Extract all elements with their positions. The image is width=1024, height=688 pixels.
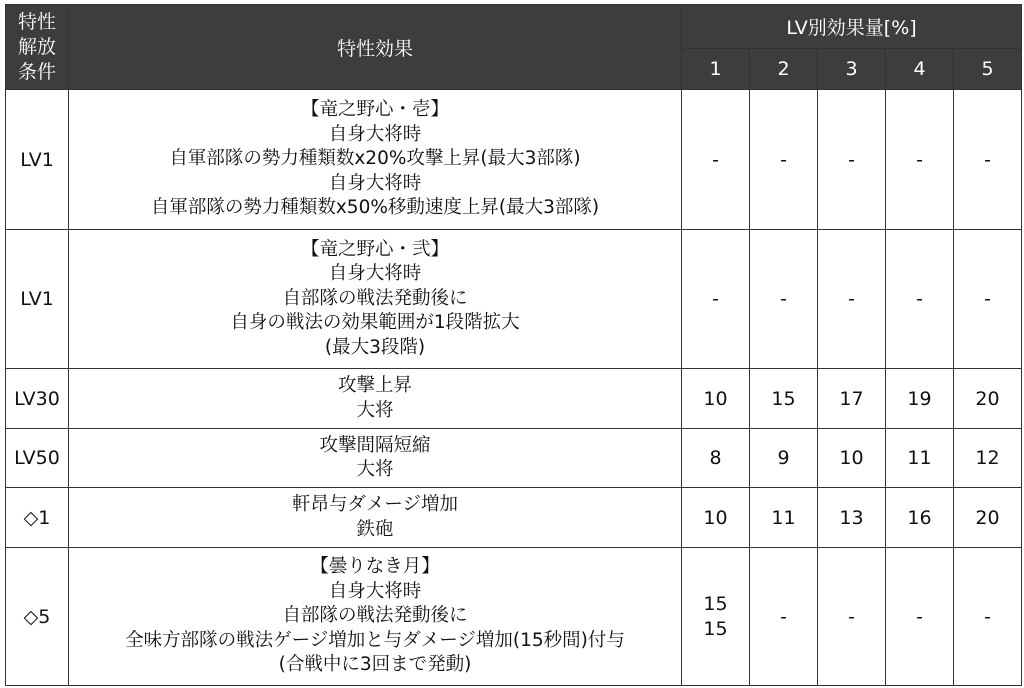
value-cell: - — [886, 548, 954, 686]
condition-cell: LV1 — [6, 90, 69, 230]
effect-line: 自身大将時 — [328, 263, 422, 285]
value-line: 15 — [703, 617, 728, 640]
value-cell: - — [750, 90, 818, 230]
header-condition-line: 特性 — [17, 10, 56, 33]
value-cell: - — [682, 90, 750, 230]
value-cell: - — [886, 90, 954, 230]
condition-cell: ◇1 — [6, 488, 69, 548]
effect-cell — [69, 548, 682, 686]
effect-line: 自軍部隊の勢力種類数x20%攻撃上昇(最大3部隊) — [169, 148, 581, 170]
effect-line: 自身大将時 — [328, 580, 422, 602]
value-cell: 19 — [886, 369, 954, 429]
value-cell: 11 — [750, 488, 818, 548]
condition-cell: LV30 — [6, 369, 69, 429]
effect-line: (合戦中に3回まで発動) — [278, 654, 472, 676]
table-row — [6, 230, 1022, 369]
effect-line: 【曇りなき月】 — [310, 556, 440, 578]
value-cell: 10 — [682, 369, 750, 429]
effect-line: 自部隊の戦法発動後に — [282, 287, 468, 309]
effect-line: 自軍部隊の勢力種類数x50%移動速度上昇(最大3部隊) — [150, 197, 600, 219]
effect-line: 自身大将時 — [328, 123, 422, 145]
condition-cell: ◇5 — [6, 548, 69, 686]
value-cell: 10 — [682, 488, 750, 548]
header-condition-line: 条件 — [17, 60, 56, 83]
effect-line: 攻撃間隔短縮 — [319, 434, 431, 456]
header-level-4: 4 — [886, 49, 954, 90]
table-row — [6, 90, 1022, 230]
value-cell: - — [818, 548, 886, 686]
effect-cell — [69, 488, 682, 548]
header-level-5: 5 — [954, 49, 1022, 90]
header-levels-title: LV別効果量[%] — [682, 5, 1022, 49]
value-cell: - — [750, 230, 818, 369]
value-cell: 11 — [886, 429, 954, 488]
effect-line: 軒昂与ダメージ増加 — [291, 494, 459, 515]
value-cell: 20 — [954, 488, 1022, 548]
value-cell: - — [750, 548, 818, 686]
value-cell: 20 — [954, 369, 1022, 429]
value-line: 15 — [703, 592, 728, 615]
effect-line: 攻撃上昇 — [337, 375, 412, 396]
condition-cell: LV50 — [6, 429, 69, 488]
value-cell: 8 — [682, 429, 750, 488]
value-cell: 10 — [818, 429, 886, 488]
value-cell — [682, 548, 750, 686]
value-cell: - — [954, 548, 1022, 686]
table-row — [6, 369, 1022, 429]
value-cell: - — [818, 90, 886, 230]
value-cell: - — [954, 230, 1022, 369]
value-cell: - — [954, 90, 1022, 230]
value-cell: - — [682, 230, 750, 369]
header-condition — [6, 5, 69, 90]
value-cell: 13 — [818, 488, 886, 548]
header-level-3: 3 — [818, 49, 886, 90]
effect-line: 自部隊の戦法発動後に — [282, 605, 468, 627]
effect-line: (最大3段階) — [324, 336, 426, 358]
effect-line: 【竜之野心・壱】 — [300, 99, 449, 121]
effect-line: 自身の戦法の効果範囲が1段階拡大 — [230, 312, 520, 334]
effect-cell — [69, 369, 682, 429]
header-effect: 特性効果 — [69, 5, 682, 90]
effect-line: 【竜之野心・弐】 — [300, 238, 449, 260]
effect-line: 鉄砲 — [356, 518, 394, 540]
table-row — [6, 548, 1022, 686]
value-cell: 9 — [750, 429, 818, 488]
value-cell: 17 — [818, 369, 886, 429]
effect-cell — [69, 230, 682, 369]
header-condition-line: 解放 — [17, 35, 56, 58]
value-cell: 16 — [886, 488, 954, 548]
table-row — [6, 488, 1022, 548]
effect-cell — [69, 429, 682, 488]
value-cell: - — [886, 230, 954, 369]
value-cell: 15 — [750, 369, 818, 429]
effect-line: 全味方部隊の戦法ゲージ増加と与ダメージ増加(15秒間)付与 — [125, 629, 625, 651]
condition-cell: LV1 — [6, 230, 69, 369]
effect-line: 大将 — [356, 399, 394, 421]
header-level-2: 2 — [750, 49, 818, 90]
value-cell: 12 — [954, 429, 1022, 488]
value-cell: - — [818, 230, 886, 369]
table-row — [6, 429, 1022, 488]
effect-cell — [69, 90, 682, 230]
effect-line: 大将 — [356, 459, 394, 480]
header-level-1: 1 — [682, 49, 750, 90]
trait-table — [5, 4, 1022, 686]
effect-line: 自身大将時 — [328, 172, 422, 194]
